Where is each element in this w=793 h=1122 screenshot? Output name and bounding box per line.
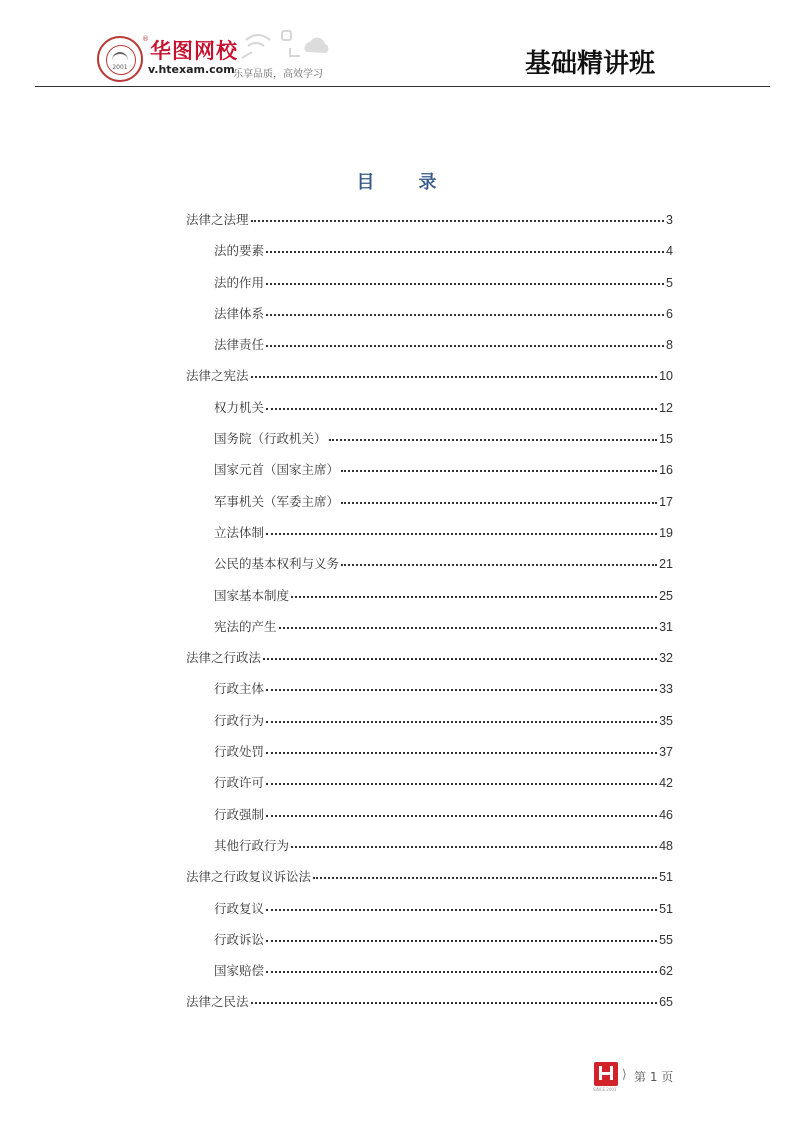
dot-leader — [266, 314, 664, 316]
toc-entry-page: 10 — [659, 369, 673, 384]
dot-leader — [291, 846, 657, 848]
dot-leader — [291, 596, 657, 598]
toc-entry-label: 法律责任 — [214, 337, 265, 353]
toc-entry-label: 法的作用 — [214, 274, 265, 290]
dot-leader — [266, 283, 664, 285]
dot-leader — [266, 940, 657, 942]
toc-entry-page: 55 — [659, 932, 673, 947]
toc-entry-label: 其他行政行为 — [214, 837, 290, 853]
toc-entry-label: 法律之民法 — [186, 994, 249, 1010]
toc-section-entry[interactable] — [186, 836, 673, 867]
toc-entry-page: 31 — [659, 619, 673, 634]
toc-section-entry[interactable] — [186, 742, 673, 773]
header-divider — [35, 86, 770, 87]
toc-entry-page: 46 — [659, 807, 673, 822]
toc-chapter-entry[interactable] — [186, 210, 673, 241]
toc-entry-label: 国家赔偿 — [214, 963, 265, 979]
dot-leader — [329, 439, 658, 441]
toc-section-entry[interactable] — [186, 805, 673, 836]
registered-mark: ® — [142, 35, 149, 43]
toc-chapter-entry[interactable] — [186, 992, 673, 1023]
footer-bracket: ⟩ — [622, 1067, 627, 1081]
toc-entry-label: 法律体系 — [214, 305, 265, 321]
toc-entry-page: 21 — [659, 557, 673, 572]
dot-leader — [266, 909, 657, 911]
toc-entry-label: 国务院（行政机关） — [214, 431, 327, 447]
toc-entry-label: 立法体制 — [214, 524, 265, 540]
toc-section-entry[interactable] — [186, 679, 673, 710]
toc-title — [0, 168, 793, 194]
dot-leader — [266, 345, 664, 347]
toc-entry-page: 12 — [659, 400, 673, 415]
toc-section-entry[interactable] — [186, 241, 673, 272]
toc-entry-page: 3 — [666, 213, 673, 227]
dot-leader — [266, 971, 657, 973]
toc-entry-page: 17 — [659, 494, 673, 509]
dot-leader — [313, 877, 657, 879]
page-number: 第 1 页 — [634, 1070, 674, 1084]
logo-name: 华图网校 — [150, 39, 238, 63]
toc-entry-page: 25 — [659, 588, 673, 603]
toc-entry-label: 法律之宪法 — [186, 368, 249, 384]
toc-entry-page: 62 — [659, 964, 673, 979]
decorative-cloud-wifi-icon — [238, 28, 338, 62]
logo-year: 2001 — [112, 64, 128, 71]
toc-entry-label: 行政复议 — [214, 900, 265, 916]
toc-section-entry[interactable] — [186, 523, 673, 554]
toc-entry-label: 行政主体 — [214, 681, 265, 697]
toc-entry-page: 51 — [659, 870, 673, 885]
toc-chapter-entry[interactable] — [186, 867, 673, 898]
toc-entry-page: 5 — [666, 275, 673, 290]
toc-entry-page: 42 — [659, 776, 673, 791]
toc-entry-page: 35 — [659, 713, 673, 728]
dot-leader — [266, 815, 657, 817]
toc-entry-page: 32 — [659, 651, 673, 666]
toc-entry-page: 19 — [659, 525, 673, 540]
logo-url: v.htexam.com — [148, 63, 235, 76]
toc-chapter-entry[interactable] — [186, 366, 673, 397]
toc-entry-page: 6 — [666, 306, 673, 321]
dot-leader — [266, 689, 657, 691]
footer-logo-icon — [594, 1062, 618, 1086]
page-footer — [594, 1062, 694, 1090]
toc-entry-label: 法律之行政法 — [186, 650, 262, 666]
logo-emblem-icon — [97, 36, 143, 82]
toc-section-entry[interactable] — [186, 586, 673, 617]
dot-leader — [266, 721, 657, 723]
dot-leader — [266, 408, 657, 410]
toc-entry-label: 行政许可 — [214, 775, 265, 791]
toc-section-entry[interactable] — [186, 930, 673, 961]
dot-leader — [341, 564, 657, 566]
toc-entry-label: 国家基本制度 — [214, 587, 290, 603]
dot-leader — [341, 470, 657, 472]
dot-leader — [266, 533, 657, 535]
dot-leader — [266, 752, 657, 754]
toc-section-entry[interactable] — [186, 492, 673, 523]
toc-section-entry[interactable] — [186, 773, 673, 804]
toc-chapter-entry[interactable] — [186, 648, 673, 679]
toc-entry-label: 公民的基本权利与义务 — [214, 556, 340, 572]
dot-leader — [251, 376, 658, 378]
dot-leader — [266, 251, 664, 253]
toc-title-left: 目 — [356, 172, 375, 193]
dot-leader — [263, 658, 657, 660]
toc-entry-label: 军事机关（军委主席） — [214, 493, 340, 509]
dot-leader — [279, 627, 658, 629]
footer-logo-caption: SINCE 2001 — [593, 1087, 617, 1092]
toc-entry-page: 51 — [659, 901, 673, 916]
toc-section-entry[interactable] — [186, 429, 673, 460]
toc-entry-page: 4 — [666, 244, 673, 259]
toc-section-entry[interactable] — [186, 273, 673, 304]
dot-leader — [266, 783, 657, 785]
toc-section-entry[interactable] — [186, 617, 673, 648]
toc-entry-label: 法律之行政复议诉讼法 — [186, 869, 312, 885]
toc-entry-page: 65 — [659, 995, 673, 1010]
toc-section-entry[interactable] — [186, 460, 673, 491]
toc-entry-label: 行政处罚 — [214, 744, 265, 760]
toc-entry-page: 16 — [659, 463, 673, 478]
book-icon — [112, 52, 128, 62]
toc-section-entry[interactable] — [186, 961, 673, 992]
toc-section-entry[interactable] — [186, 711, 673, 742]
toc-entry-page: 33 — [659, 682, 673, 697]
toc-section-entry[interactable] — [186, 398, 673, 429]
toc-entry-label: 权力机关 — [214, 399, 265, 415]
toc-section-entry[interactable] — [186, 335, 673, 366]
dot-leader — [251, 220, 665, 222]
dot-leader — [251, 1002, 658, 1004]
page-header — [0, 0, 793, 90]
toc-section-entry[interactable] — [186, 304, 673, 335]
toc-entry-label: 宪法的产生 — [214, 618, 277, 634]
toc-entry-label: 法律之法理 — [186, 212, 249, 227]
toc-section-entry[interactable] — [186, 554, 673, 585]
toc-entry-page: 37 — [659, 745, 673, 760]
toc-entry-label: 行政诉讼 — [214, 931, 265, 947]
course-title: 基础精讲班 — [525, 49, 656, 79]
tagline: 乐享品质，高效学习 — [233, 69, 323, 80]
toc-entry-page: 15 — [659, 432, 673, 447]
toc-section-entry[interactable] — [186, 899, 673, 930]
toc-title-right: 录 — [418, 172, 437, 193]
toc-entry-label: 法的要素 — [214, 243, 265, 259]
toc-entry-page: 8 — [666, 338, 673, 353]
toc-entry-label: 行政行为 — [214, 712, 265, 728]
dot-leader — [341, 502, 657, 504]
table-of-contents — [186, 210, 673, 1024]
toc-entry-label: 行政强制 — [214, 806, 265, 822]
toc-entry-page: 48 — [659, 838, 673, 853]
toc-entry-label: 国家元首（国家主席） — [214, 462, 340, 478]
